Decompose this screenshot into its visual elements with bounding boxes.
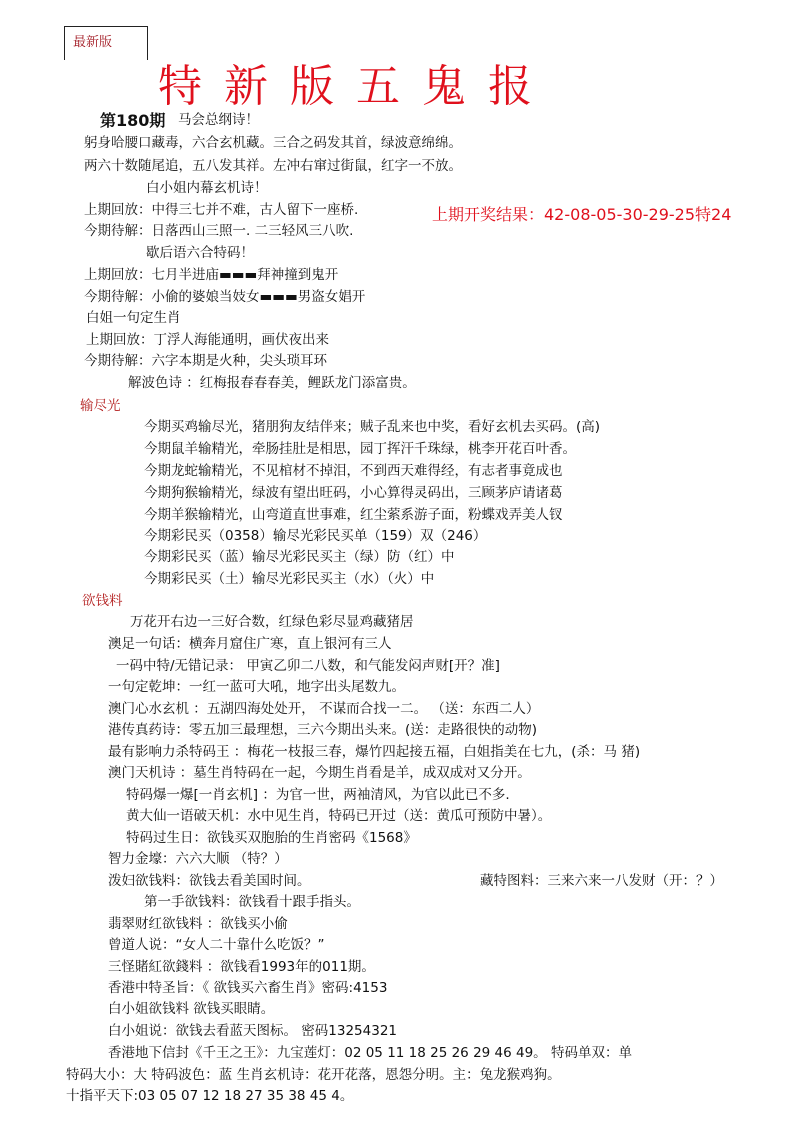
yuqianliao-line: 特码过生日：欲钱买双胞胎的生肖密码《1568》 — [126, 830, 417, 846]
yuqianliao-line: 澳足一句话：横奔月窟住广寒，直上银河有三人 — [108, 636, 392, 652]
shujinguang-line: 今期彩民买（土）输尽光彩民买主（水）（火）中 — [144, 571, 435, 587]
yuqianliao-line: 一句定乾坤：一红一蓝可大吼，地字出头尾数九。 — [108, 679, 405, 695]
last-draw-result: 上期开奖结果：42-08-05-30-29-25特24 — [432, 205, 732, 224]
section-heading-bai-xiaojie: 白小姐内幕玄机诗！ — [146, 180, 268, 196]
yuqianliao-line: 特码爆一爆[一肖玄机] ：为官一世，两袖清风，为官以此已不多. — [126, 787, 510, 803]
yuqianliao-line: 特码大小：大 特码波色：蓝 生肖玄机诗：花开花落，恩怨分明。主：兔龙猴鸡狗。 — [66, 1067, 561, 1083]
yuqianliao-line: 白小姐说：欲钱去看蓝天图标。 密码13254321 — [108, 1023, 398, 1039]
yuqianliao-line: 一码中特/无错记录： 甲寅乙卯二八数，和气能发闷声财[开？准] — [116, 658, 500, 674]
shujinguang-line: 今期龙蛇输精光，不见棺材不掉泪，不到西天难得经，有志者事竟成也 — [144, 463, 563, 479]
shujinguang-line: 今期彩民买（蓝）输尽光彩民买主（绿）防（红）中 — [144, 549, 455, 565]
section-heading-shujinguang: 输尽光 — [80, 398, 121, 414]
yuqianliao-line: 最有影响力杀特码王 ：梅花一枝报三春，爆竹四起接五福，白姐指美在七九，(杀：马 猪) — [108, 744, 641, 760]
side-note: 藏特图料：三来六来一八发财（开：？） — [480, 873, 723, 889]
yuqianliao-line: 黄大仙一语破天机：水中见生肖，特码已开过（送：黄瓜可预防中暑）。 — [126, 808, 552, 824]
poem-line: 躬身哈腰口藏毒，六合玄机藏。三合之码发其首，绿波意绵绵。 — [84, 135, 462, 151]
shujinguang-line: 今期彩民买（0358）输尽光彩民买单（159）双（246） — [144, 528, 487, 544]
yuqianliao-line: 万花开右边一三好合数，红绿色彩尽显鸡藏猪居 — [130, 614, 414, 630]
last-period-review: 上期回放：丁浮人海能通明，画伏夜出来 — [86, 332, 329, 348]
shujinguang-line: 今期狗猴输精光，绿波有望出旺码，小心算得灵码出，三顾茅庐请诸葛 — [144, 485, 563, 501]
section-heading-yuqianliao: 欲钱料 — [82, 593, 123, 609]
issue-subtitle: 马会总纲诗！ — [178, 112, 259, 128]
yuqianliao-line: 智力金壕：六六大顺 （特？） — [108, 851, 288, 867]
yuqianliao-line: 曾道人说：“女人二十靠什么吃饭？” — [108, 937, 325, 953]
yuqianliao-line: 三怪賭紅欲錢料 ：欲钱看1993年的011期。 — [108, 959, 375, 975]
yuqianliao-line: 第一手欲钱料：欲钱看十跟手指头。 — [144, 894, 360, 910]
section-heading-xiehouyu: 歇后语六合特码！ — [146, 245, 254, 261]
shujinguang-line: 今期鼠羊输精光，牵肠挂肚是相思，园丁挥汗千珠绿，桃李开花百叶香。 — [144, 441, 576, 457]
yuqianliao-line: 澳门天机诗 ：墓生肖特码在一起，今期生肖看是羊，成双成对又分开。 — [108, 765, 531, 781]
current-period-riddle: 今期待解：六字本期是火种，尖头琐耳环 — [84, 353, 327, 369]
shujinguang-line: 今期羊猴输精光，山弯道直世事难，红尘萦系游子面，粉蝶戏弄美人钗 — [144, 507, 563, 523]
yuqianliao-line: 白小姐欲钱料 欲钱买眼睛。 — [108, 1001, 275, 1017]
last-period-review: 上期回放：中得三七并不难，古人留下一座桥. — [84, 202, 359, 218]
section-heading-baijie: 白姐一句定生肖 — [86, 310, 181, 326]
yuqianliao-line: 泼妇欲钱料：欲钱去看美国时间。 — [108, 873, 311, 889]
page-title: 特新版五鬼报 — [158, 61, 554, 112]
yuqianliao-line: 十指平天下:03 05 07 12 18 27 35 38 45 4。 — [66, 1088, 354, 1104]
yuqianliao-line: 香港中特圣旨：《 欲钱买六畜生肖》密码:4153 — [108, 980, 388, 996]
yuqianliao-line: 翡翠财红欲钱料 ：欲钱买小偷 — [108, 916, 288, 932]
yuqianliao-line: 香港地下信封《千王之王》：九宝莲灯：02 05 11 18 25 26 29 46 49。 特码单双：单 — [108, 1045, 632, 1061]
last-period-review: 上期回放：七月半进庙▬▬▬拜神撞到鬼开 — [84, 267, 339, 283]
yuqianliao-line: 港传真药诗：零五加三最理想，三六今期出头来。(送：走路很快的动物) — [108, 722, 538, 738]
shujinguang-line: 今期买鸡输尽光，猪朋狗友结伴来；贼子乱来也中奖，看好玄机去买码。(高) — [144, 419, 601, 435]
current-period-riddle: 今期待解：日落西山三照一. 二三轻风三八吹. — [84, 223, 354, 239]
edition-badge: 最新版 — [73, 35, 113, 50]
issue-number: 第180期 — [100, 111, 166, 130]
current-period-riddle: 今期待解：小偷的婆娘当妓女▬▬▬男盗女娼开 — [84, 289, 366, 305]
poem-line: 两六十数随尾追，五八发其祥。左冲右窜过街鼠，红字一不放。 — [84, 158, 462, 174]
yuqianliao-line: 澳门心水玄机 ：五湖四海处处开， 不谋而合找一二。 （送：东西二人） — [108, 701, 540, 717]
edition-badge-frame — [64, 26, 148, 60]
wave-color-poem: 解波色诗 ：红梅报春春春美，鲤跃龙门添富贵。 — [128, 375, 416, 391]
